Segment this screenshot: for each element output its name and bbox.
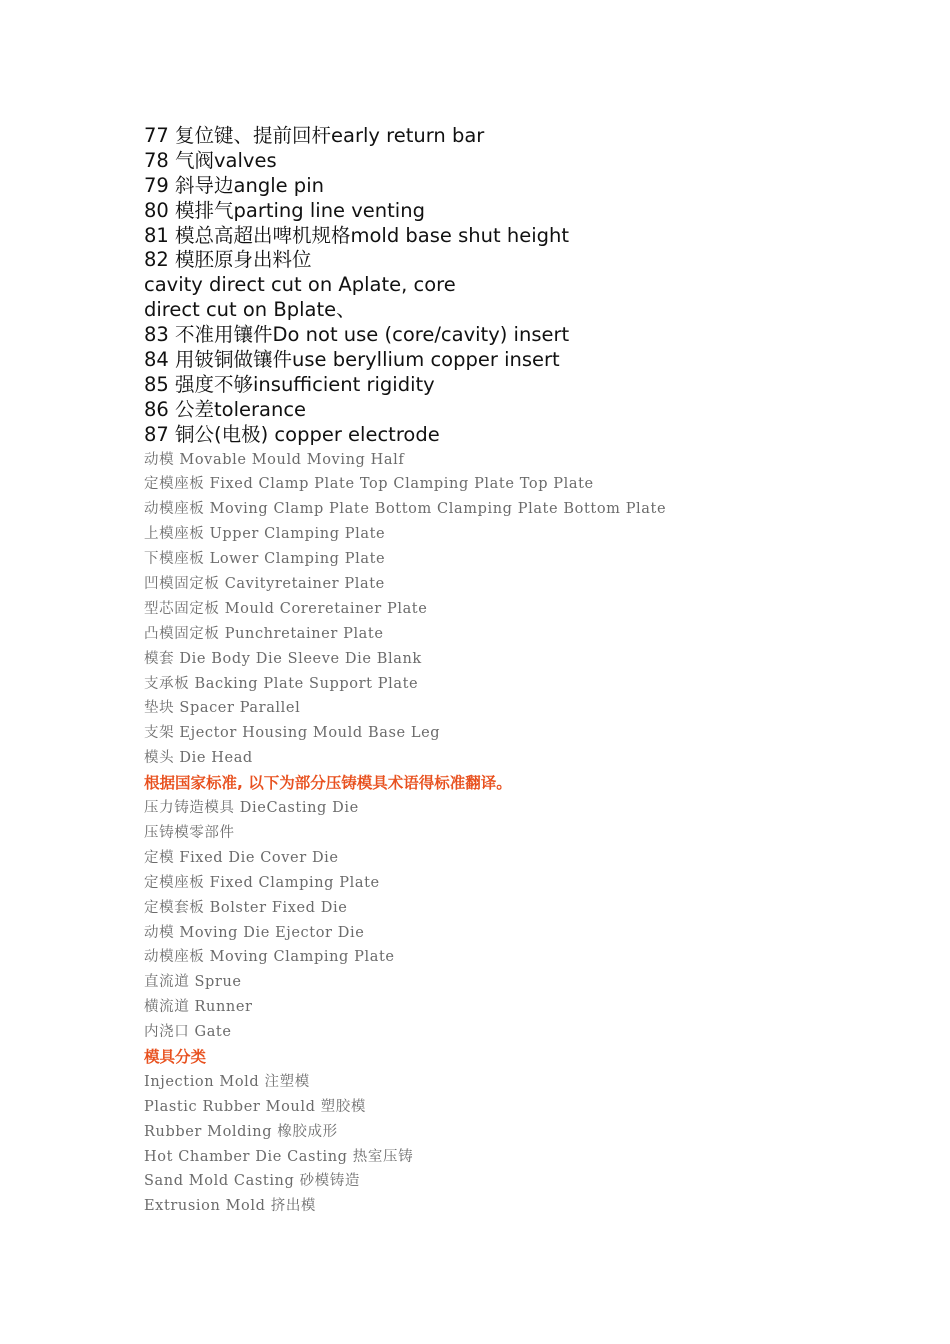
list-item: 垫块 Spacer Parallel xyxy=(144,700,301,717)
list-item: 上模座板 Upper Clamping Plate xyxy=(144,526,386,543)
list-item: 84 用铍铜做镶件use beryllium copper insert xyxy=(144,348,560,372)
list-item: 直流道 Sprue xyxy=(144,974,242,991)
list-item: 定模座板 Fixed Clamp Plate Top Clamping Plate Top Plate xyxy=(144,476,594,493)
list-item: 压铸模零部件 xyxy=(144,824,235,841)
list-item: 83 不准用镶件Do not use (core/cavity) insert xyxy=(144,323,570,347)
list-item: 定模座板 Fixed Clamping Plate xyxy=(144,874,380,891)
list-item: 支承板 Backing Plate Support Plate xyxy=(144,675,419,692)
list-item: 82 模胚原身出料位 xyxy=(144,248,312,272)
list-item: 动模 Moving Die Ejector Die xyxy=(144,924,365,941)
list-item: cavity direct cut on Aplate, core xyxy=(144,273,456,297)
mold-types-list xyxy=(144,1070,904,1219)
section-heading-standard-translation: 根据国家标准, 以下为部分压铸模具术语得标准翻译。 xyxy=(144,774,512,793)
list-item: 横流道 Runner xyxy=(144,999,253,1016)
list-item: 模头 Die Head xyxy=(144,750,253,767)
mold-parts-list xyxy=(144,448,904,772)
list-item: Hot Chamber Die Casting 热室压铸 xyxy=(144,1148,414,1165)
list-item: Rubber Molding 橡胶成形 xyxy=(144,1123,338,1140)
numbered-items xyxy=(144,124,904,448)
list-item: 凸模固定板 Punchretainer Plate xyxy=(144,625,384,642)
list-item: 81 模总高超出啤机规格mold base shut height xyxy=(144,223,569,247)
list-item: 动模座板 Moving Clamping Plate xyxy=(144,949,395,966)
list-item: 78 气阀valves xyxy=(144,148,277,172)
list-item: 77 复位键、提前回杆early return bar xyxy=(144,124,485,147)
list-item: 凹模固定板 Cavityretainer Plate xyxy=(144,576,385,593)
list-item: Injection Mold 注塑模 xyxy=(144,1073,310,1090)
list-item: 动模 Movable Mould Moving Half xyxy=(144,451,405,468)
list-item: 模套 Die Body Die Sleeve Die Blank xyxy=(144,650,422,667)
list-item: 下模座板 Lower Clamping Plate xyxy=(144,551,386,568)
list-item: 79 斜导边angle pin xyxy=(144,173,324,197)
list-item: 87 铜公(电极) copper electrode xyxy=(144,422,440,446)
list-item: 定模 Fixed Die Cover Die xyxy=(144,849,339,866)
list-item: 85 强度不够insufficient rigidity xyxy=(144,372,435,396)
list-item: 压力铸造模具 DieCasting Die xyxy=(144,800,359,817)
list-item: Extrusion Mold 挤出模 xyxy=(144,1198,317,1215)
list-item: 内浇口 Gate xyxy=(144,1024,232,1041)
section-heading-mold-classification: 模具分类 xyxy=(144,1047,207,1066)
list-item: 动模座板 Moving Clamp Plate Bottom Clamping Plate Bottom Plate xyxy=(144,501,667,518)
list-item: 86 公差tolerance xyxy=(144,397,307,421)
document-page xyxy=(144,124,904,1219)
list-item: Plastic Rubber Mould 塑胶模 xyxy=(144,1098,366,1115)
list-item: 80 模排气parting line venting xyxy=(144,198,425,222)
list-item: 型芯固定板 Mould Coreretainer Plate xyxy=(144,600,428,617)
list-item: 支架 Ejector Housing Mould Base Leg xyxy=(144,725,441,742)
list-item: Sand Mold Casting 砂模铸造 xyxy=(144,1173,360,1190)
list-item: direct cut on Bplate、 xyxy=(144,298,356,322)
list-item: 定模套板 Bolster Fixed Die xyxy=(144,899,348,916)
die-casting-terms-list xyxy=(144,796,904,1045)
